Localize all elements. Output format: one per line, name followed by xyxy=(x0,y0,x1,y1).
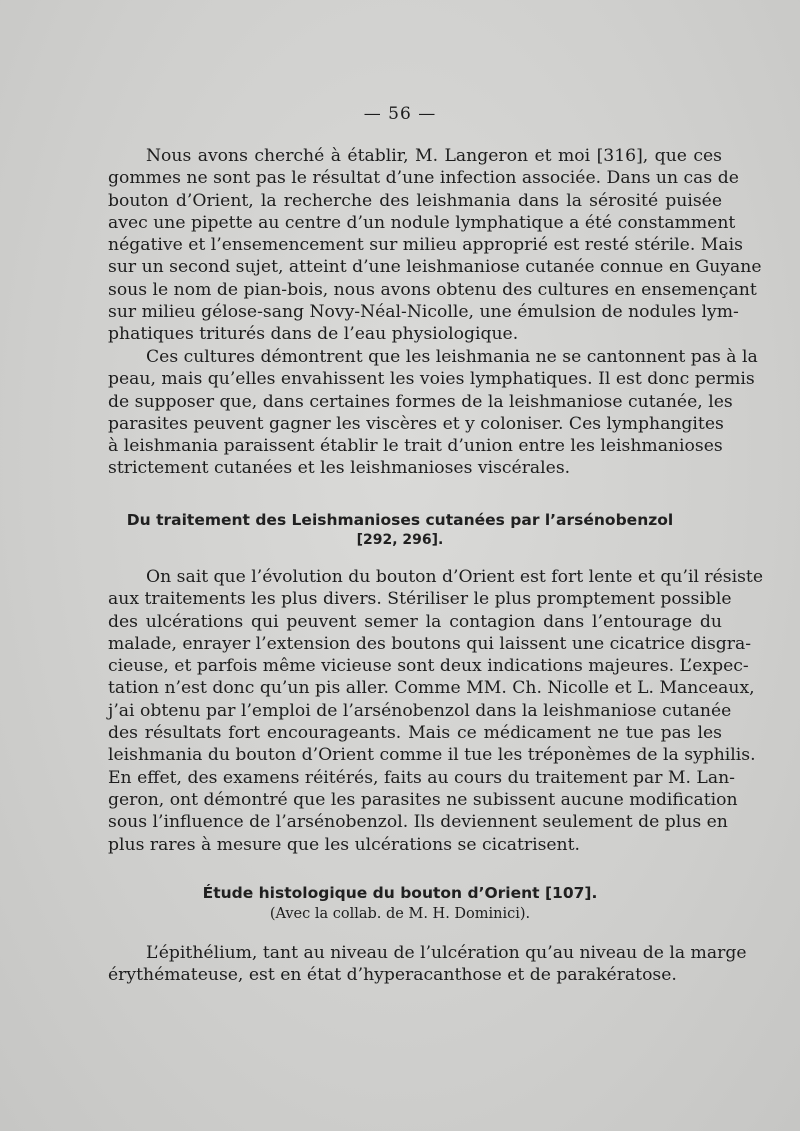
section-heading-histologique: Étude histologique du bouton d’Orient [107]. xyxy=(202,884,598,902)
text-line: L’épithélium, tant au niveau de l’ulcération qu’au niveau de la marge xyxy=(146,943,747,963)
text-line: plus rares à mesure que les ulcérations se cicatrisent. xyxy=(108,834,581,855)
section-subheading-collaboration: (Avec la collab. de M. H. Dominici). xyxy=(269,906,531,922)
paragraph-traitement xyxy=(108,566,764,856)
text-line: gommes ne sont pas le résultat d’une infection associée. Dans un cas de xyxy=(108,168,739,189)
text-line: avec une pipette au centre d’un nodule lymphatique a été constamment xyxy=(108,212,736,233)
text-line: cieuse, et parfois même vicieuse sont deux indications majeures. L’expec- xyxy=(108,656,749,677)
text-line: sur un second sujet, atteint d’une leishmaniose cutanée connue en Guyane xyxy=(108,257,762,278)
text-line: des ulcérations qui peuvent semer la contagion dans l’entourage du xyxy=(108,611,722,632)
text-line: j’ai obtenu par l’emploi de l’arsénobenzol dans la leishmaniose cutanée xyxy=(108,700,732,721)
text-line: tation n’est donc qu’un pis aller. Comme MM. Ch. Nicolle et L. Manceaux, xyxy=(108,678,755,699)
text-line: de supposer que, dans certaines formes de la leishmaniose cutanée, les xyxy=(108,391,733,412)
text-line: sous le nom de pian-bois, nous avons obtenu des cultures en ensemençant xyxy=(108,279,757,300)
text-line: peau, mais qu’elles envahissent les voies lymphatiques. Il est donc permis xyxy=(108,369,755,390)
text-line: aux traitements les plus divers. Stériliser le plus promptement possible xyxy=(108,589,732,610)
text-line: sur milieu gélose-sang Novy-Néal-Nicolle, une émulsion de nodules lym- xyxy=(108,302,739,323)
paragraph-gommes-lymphatiques xyxy=(108,145,762,346)
text-line: geron, ont démontré que les parasites ne subissent aucune modification xyxy=(108,789,738,810)
text-line: Nous avons cherché à établir, M. Langeron et moi [316], que ces xyxy=(146,146,722,166)
section-heading-traitement: Du traitement des Leishmanioses cutanées par l’arsénobenzol xyxy=(126,511,674,529)
text-line: érythémateuse, est en état d’hyperacanthose et de parakératose. xyxy=(108,965,677,986)
text-line: strictement cutanées et les leishmanioses viscérales. xyxy=(108,458,571,479)
text-line: leishmania du bouton d’Orient comme il tue les tréponèmes de la syphilis. xyxy=(108,745,756,766)
text-line: Ces cultures démontrent que les leishmania ne se cantonnent pas à la xyxy=(146,347,758,367)
page-number: — 56 — xyxy=(363,104,437,124)
paragraph-epithelium xyxy=(108,942,747,987)
text-line: On sait que l’évolution du bouton d’Orient est fort lente et qu’il résiste xyxy=(146,567,764,587)
text-line: négative et l’ensemencement sur milieu approprié est resté stérile. Mais xyxy=(108,235,743,256)
text-line: des résultats fort encourageants. Mais ce médicament ne tue pas les xyxy=(108,723,722,744)
text-line: sous l’influence de l’arsénobenzol. Ils deviennent seulement de plus en xyxy=(108,812,728,833)
section-heading-references: [292, 296]. xyxy=(356,532,444,548)
text-line: bouton d’Orient, la recherche des leishmania dans la sérosité puisée xyxy=(108,190,722,211)
text-line: phatiques triturés dans de l’eau physiologique. xyxy=(108,324,519,345)
text-line: parasites peuvent gagner les viscères et y coloniser. Ces lymphangites xyxy=(108,413,724,434)
text-line: à leishmania paraissent établir le trait d’union entre les leishmanioses xyxy=(108,436,723,457)
text-line: En effet, des examens réitérés, faits au cours du traitement par M. Lan- xyxy=(108,767,735,788)
text-line: malade, enrayer l’extension des boutons qui laissent une cicatrice disgra- xyxy=(108,633,752,654)
paragraph-cultures xyxy=(108,346,758,480)
